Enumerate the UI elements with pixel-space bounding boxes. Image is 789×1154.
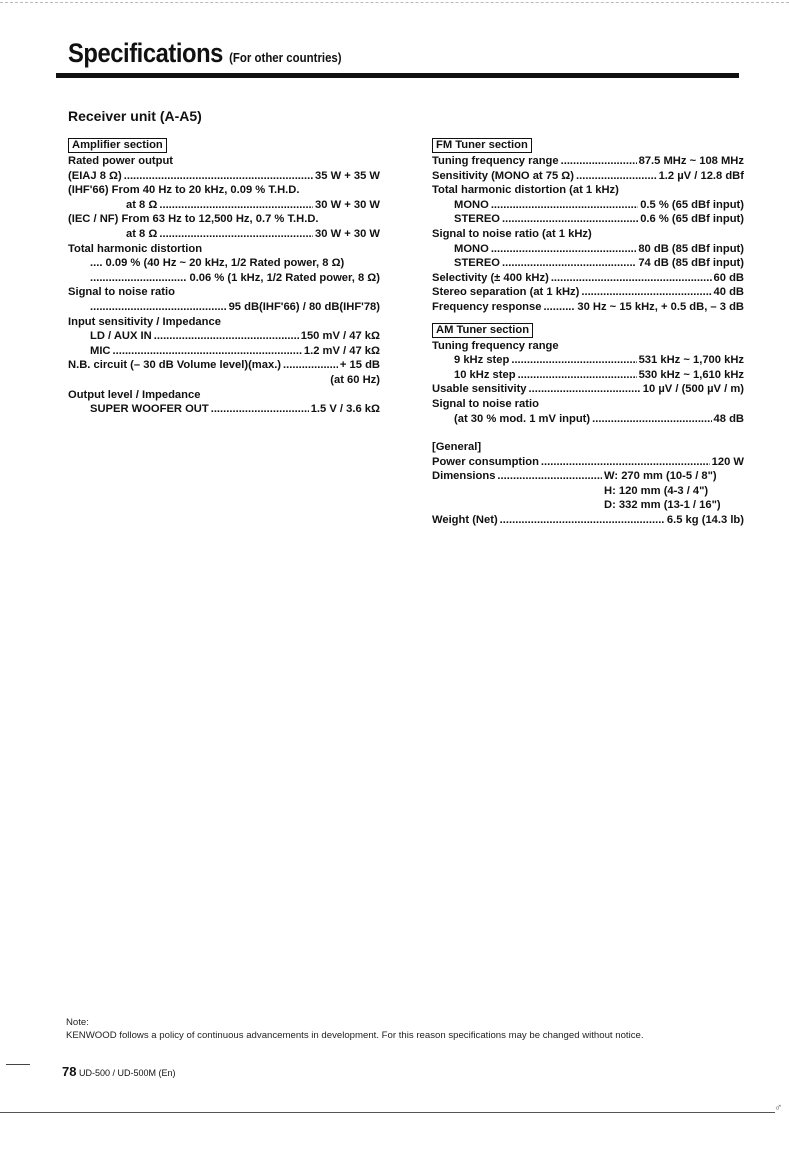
spec-row-am-9khz: 9 kHz step ..... 531 kHz ~ 1,700 kHz	[432, 353, 744, 368]
spec-row-iec: at 8 Ω ..... 30 W + 30 W	[68, 227, 380, 242]
spec-row-fm-freq-response: Frequency response ..... 30 Hz ~ 15 kHz, + 0.5 dB, – 3 dB	[432, 300, 744, 315]
spec-row-mic: MIC ..... 1.2 mV / 47 kΩ	[68, 344, 380, 359]
spec-row-fm-snr-mono: MONO ..... 80 dB (85 dBf input)	[432, 242, 744, 257]
spec-row-fm-thd-stereo: STEREO ..... 0.6 % (65 dBf input)	[432, 212, 744, 227]
snr-heading: Signal to noise ratio	[68, 286, 175, 299]
nb-note: (at 60 Hz)	[330, 373, 380, 386]
spec-row-weight: Weight (Net) ..... 6.5 kg (14.3 lb)	[432, 513, 744, 528]
am-tuning-heading: Tuning frequency range	[432, 339, 559, 352]
spec-row-am-snr: (at 30 % mod. 1 mV input) ..... 48 dB	[432, 412, 744, 427]
note-block	[66, 1016, 644, 1042]
unit-title: Receiver unit (A-A5)	[68, 108, 202, 124]
spec-row-ld-aux: LD / AUX IN ..... 150 mV / 47 kΩ	[68, 329, 380, 344]
thd-line-2: ..... 0.06 % (1 kHz, 1/2 Rated power, 8 Ω)	[68, 271, 380, 286]
dimension-depth: D: 332 mm (13-1 / 16")	[604, 499, 721, 512]
spec-row-fm-separation: Stereo separation (at 1 kHz) ..... 40 dB	[432, 285, 744, 300]
am-section-heading: AM Tuner section	[432, 323, 533, 338]
fm-snr-heading: Signal to noise ratio (at 1 kHz)	[432, 227, 592, 240]
spec-row-super-woofer: SUPER WOOFER OUT ..... 1.5 V / 3.6 kΩ	[68, 402, 380, 417]
spec-row-fm-tuning: Tuning frequency range ..... 87.5 MHz ~ 108 MHz	[432, 154, 744, 169]
amplifier-section-heading: Amplifier section	[68, 138, 167, 153]
page-title: Specifications (For other countries)	[68, 38, 342, 68]
page-subtitle: (For other countries)	[229, 50, 342, 65]
input-sensitivity-heading: Input sensitivity / Impedance	[68, 315, 221, 328]
note-label: Note:	[66, 1017, 89, 1028]
spec-row-nb-circuit: N.B. circuit (– 30 dB Volume level)(max.) ..... + 15 dB	[68, 358, 380, 373]
spec-row-fm-sensitivity: Sensitivity (MONO at 75 Ω) ..... 1.2 µV / 12.8 dBf	[432, 169, 744, 184]
ihf66-text: (IHF'66) From 40 Hz to 20 kHz, 0.09 % T.H.D.	[68, 184, 300, 197]
model-code: UD-500 / UD-500M (En)	[78, 1068, 176, 1078]
tuner-column	[432, 138, 744, 528]
spec-row-ihf66: at 8 Ω ..... 30 W + 30 W	[68, 198, 380, 213]
page-number: 78	[62, 1064, 77, 1079]
spec-row-fm-snr-stereo: STEREO ..... 74 dB (85 dBf input)	[432, 256, 744, 271]
general-heading: [General]	[432, 441, 482, 454]
spec-row-am-usable: Usable sensitivity ..... 10 µV / (500 µV / m)	[432, 382, 744, 397]
spec-row-fm-selectivity: Selectivity (± 400 kHz) ..... 60 dB	[432, 271, 744, 286]
snr-row: ..... 95 dB(IHF'66) / 80 dB(IHF'78)	[68, 300, 380, 315]
amplifier-column	[68, 138, 380, 417]
fm-thd-heading: Total harmonic distortion (at 1 kHz)	[432, 184, 619, 197]
margin-mark	[6, 1064, 30, 1065]
dimension-height: H: 120 mm (4-3 / 4")	[604, 484, 709, 497]
title-rule	[56, 73, 739, 78]
rated-power-heading: Rated power output	[68, 155, 174, 167]
am-snr-heading: Signal to noise ratio	[432, 397, 539, 410]
spec-row-eiaj: (EIAJ 8 Ω) ..... 35 W + 35 W	[68, 169, 380, 184]
top-cut-line	[0, 2, 789, 3]
thd-heading: Total harmonic distortion	[68, 242, 203, 255]
fm-section-heading: FM Tuner section	[432, 138, 532, 153]
thd-line-1: .... 0.09 % (40 Hz ~ 20 kHz, 1/2 Rated power, 8 Ω)	[90, 257, 345, 270]
output-heading: Output level / Impedance	[68, 388, 201, 401]
spec-row-am-10khz: 10 kHz step ..... 530 kHz ~ 1,610 kHz	[432, 368, 744, 383]
bottom-cut-line	[0, 1112, 775, 1113]
spec-row-fm-thd-mono: MONO ..... 0.5 % (65 dBf input)	[432, 198, 744, 213]
iec-text: (IEC / NF) From 63 Hz to 12,500 Hz, 0.7 % T.H.D.	[68, 213, 319, 226]
note-text: KENWOOD follows a policy of continuous advancements in development. For this reason specifications may be changed without notice.	[66, 1030, 644, 1041]
spec-row-power: Power consumption ..... 120 W	[432, 455, 744, 470]
corner-mark-icon: ♂	[774, 1102, 783, 1114]
page-footer	[62, 1064, 176, 1079]
spec-row-dimensions: Dimensions ..... W: 270 mm (10-5 / 8")	[432, 469, 744, 484]
